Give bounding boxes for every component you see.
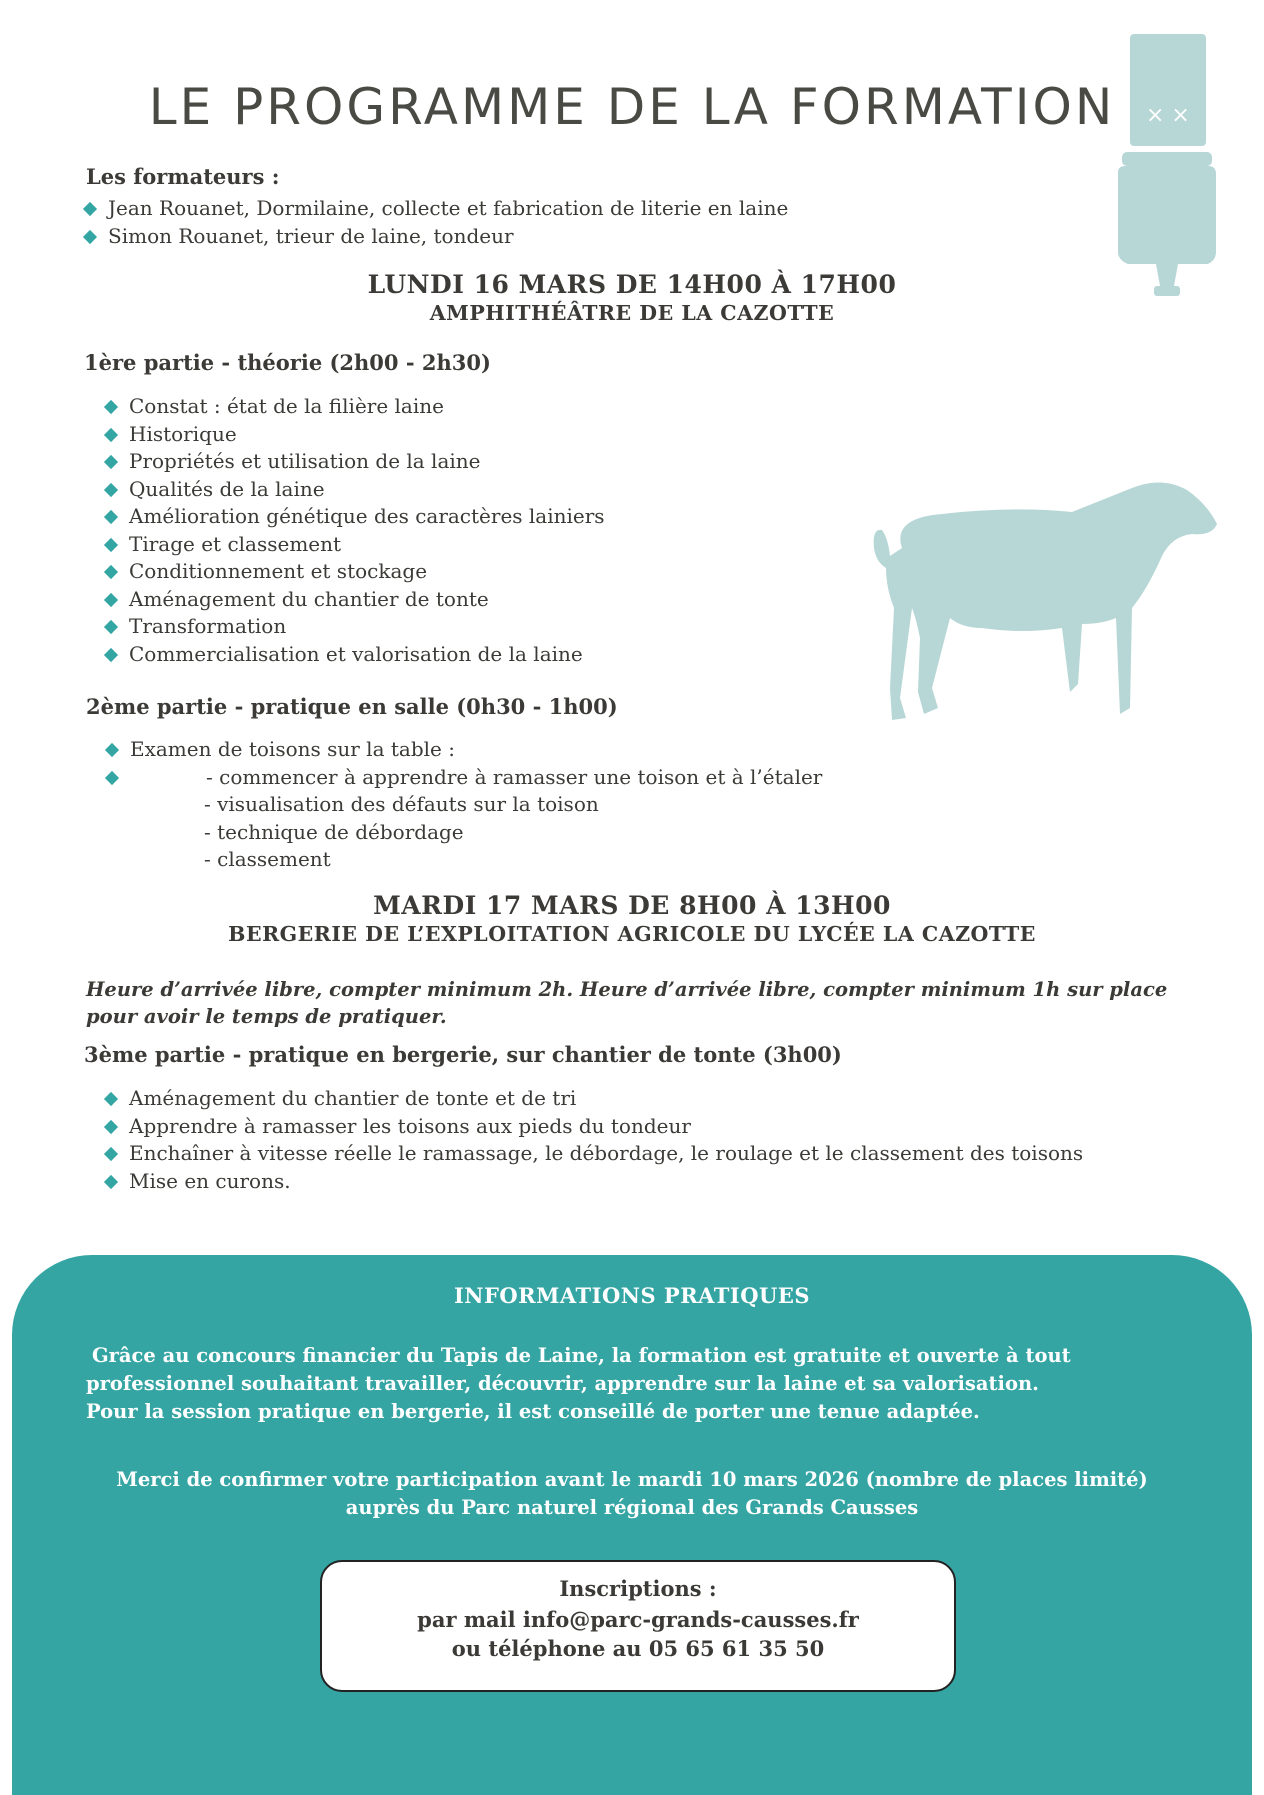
part2-title: 2ème partie - pratique en salle (0h30 - 1h00) — [86, 694, 618, 719]
part1-title: 1ère partie - théorie (2h00 - 2h30) — [84, 350, 491, 375]
list-item: Constat : état de la filière laine — [103, 393, 803, 421]
day1-location: AMPHITHÉÂTRE DE LA CAZOTTE — [429, 301, 835, 325]
confirm-line: Merci de confirmer votre participation avant le mardi 10 mars 2026 (nombre de places limité) — [116, 1468, 1148, 1491]
list-item: Mise en curons. — [103, 1168, 1153, 1196]
list-item — [104, 764, 904, 792]
sub-item: - technique de débordage — [204, 819, 464, 844]
arrival-note: Heure d’arrivée libre, compter minimum 2h. Heure d’arrivée libre, compter minimum 1h sur place pour avoir le temps de pratiquer. — [86, 978, 1168, 1028]
day1-block — [0, 270, 1264, 325]
confirm-line: auprès du Parc naturel régional des Grands Causses — [345, 1496, 919, 1519]
sub-item: - commencer à apprendre à ramasser une toison et à l’étaler — [206, 764, 823, 789]
list-item: Qualités de la laine — [103, 476, 803, 504]
svg-text:× ×: × × — [1146, 103, 1190, 128]
list-item: Tirage et classement — [103, 531, 803, 559]
formateurs-label: Les formateurs : — [86, 164, 280, 189]
formateur-item: Jean Rouanet, Dormilaine, collecte et fabrication de literie en laine — [82, 195, 882, 223]
day1-heading: LUNDI 16 MARS DE 14H00 À 17H00 — [367, 270, 897, 299]
part2-sublist — [204, 791, 599, 874]
sub-item: - visualisation des défauts sur la toison — [204, 792, 599, 816]
formateur-item: Simon Rouanet, trieur de laine, tondeur — [82, 223, 882, 251]
inscriptions-label: Inscriptions : — [559, 1576, 717, 1601]
sub-item: - classement — [204, 847, 331, 871]
info-line: Grâce au concours financier du Tapis de Laine, la formation est gratuite et ouverte à tout professionnel souhaitant travailler, découvrir, apprendre sur la laine et sa valorisation. — [86, 1344, 1071, 1395]
formateurs-list — [82, 195, 882, 250]
list-item: Conditionnement et stockage — [103, 558, 803, 586]
list-item: Transformation — [103, 613, 803, 641]
info-title: INFORMATIONS PRATIQUES — [453, 1283, 811, 1308]
list-item: Apprendre à ramasser les toisons aux pieds du tondeur — [103, 1113, 1153, 1141]
inscriptions-box — [320, 1560, 956, 1692]
list-item: Propriétés et utilisation de la laine — [103, 448, 803, 476]
part2-list — [104, 736, 904, 791]
day2-block — [0, 891, 1264, 946]
list-item: Examen de toisons sur la table : — [104, 736, 904, 764]
list-item: Commercialisation et valorisation de la laine — [103, 641, 803, 669]
inscriptions-mail[interactable]: par mail info@parc-grands-causses.fr — [417, 1607, 859, 1632]
list-item: Historique — [103, 421, 803, 449]
sheep-illustration — [872, 478, 1222, 728]
part1-list — [103, 393, 803, 668]
day2-heading: MARDI 17 MARS DE 8H00 À 13H00 — [373, 891, 891, 920]
list-item: Aménagement du chantier de tonte et de tri — [103, 1085, 1153, 1113]
day2-location: BERGERIE DE L’EXPLOITATION AGRICOLE DU LYCÉE LA CAZOTTE — [228, 922, 1036, 946]
info-text — [86, 1342, 1196, 1426]
page-title: LE PROGRAMME DE LA FORMATION — [148, 78, 1116, 136]
list-item: Aménagement du chantier de tonte — [103, 586, 803, 614]
part3-title: 3ème partie - pratique en bergerie, sur chantier de tonte (3h00) — [84, 1042, 842, 1067]
list-item: Amélioration génétique des caractères lainiers — [103, 503, 803, 531]
info-line: Pour la session pratique en bergerie, il est conseillé de porter une tenue adaptée. — [86, 1400, 980, 1423]
inscriptions-phone[interactable]: ou téléphone au 05 65 61 35 50 — [451, 1636, 825, 1661]
part3-list — [103, 1085, 1153, 1195]
list-item: Enchaîner à vitesse réelle le ramassage, le débordage, le roulage et le classement des toisons — [103, 1140, 1153, 1168]
wool-bottle-illustration — [1112, 32, 1222, 302]
confirm-text — [0, 1466, 1264, 1522]
info-panel — [12, 1255, 1252, 1795]
